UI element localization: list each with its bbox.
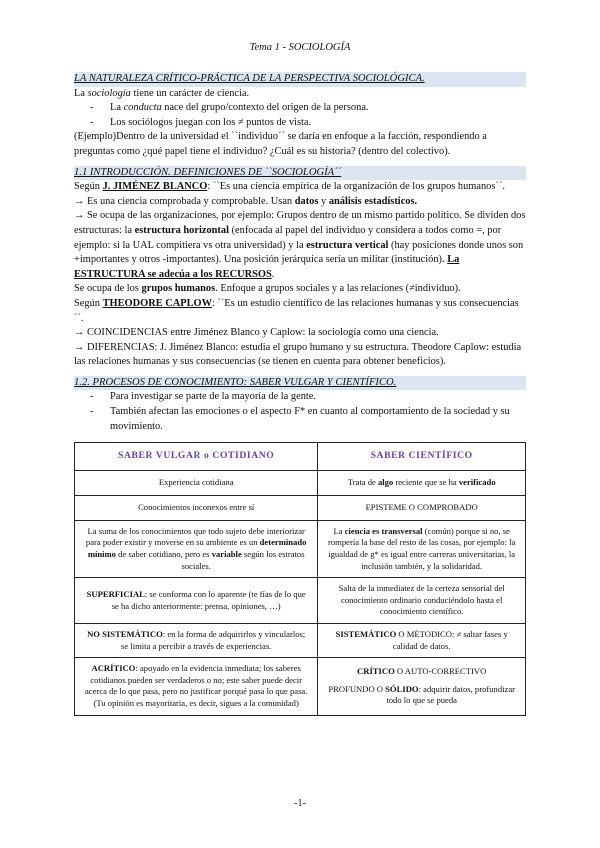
text: tiene un carácter de ciencia. <box>130 87 250 99</box>
cell-line <box>326 684 517 707</box>
author-name: J. JIMÉNEZ BLANCO <box>102 181 208 193</box>
text: (común) porque si no, se rompería la base del resto de las cosas, por ejemplo: la igualdad de g* es igual entre carreras universitarias, la inclusión también, y la solidaridad. <box>328 525 516 571</box>
bold-text: CRÍTICO <box>357 665 395 676</box>
text: reciente que se ha <box>393 477 459 488</box>
table-row <box>75 470 526 495</box>
bold-text: La ESTRUCTURA se adecúa a los RECURSOS <box>74 254 460 280</box>
table-cell: EPISTEME O COMPROBADO <box>318 495 526 520</box>
paragraph-coincidencias: → COINCIDENCIAS entre Jiménez Blanco y Caplow: la sociología como una ciencia. <box>74 327 439 339</box>
table-row <box>75 495 526 520</box>
table-cell <box>318 520 526 577</box>
table-cell: Conocimientos inconexos entre sí <box>75 495 318 520</box>
section-title-naturaleza: LA NATURALEZA CRÍTICO-PRÁCTICA DE LA PERSPECTIVA SOCIOLÓGICA. <box>74 72 526 87</box>
paragraph-grupos <box>74 282 526 297</box>
bold-text: ACRÍTICO <box>91 663 136 674</box>
emphasis: conducta <box>123 102 162 114</box>
text: según los estratos sociales. <box>181 549 305 571</box>
text: : adquirir datos, profundizar todo lo que se pueda <box>386 683 516 706</box>
bold-text: NO SISTEMÁTICO <box>87 629 163 639</box>
table-row <box>75 520 526 577</box>
text: → Se ocupa de las organizaciones, por ejemplo: Grupos dentro de un mismo partido político. Se dividen dos estructuras: la <box>74 210 526 236</box>
table-cell <box>75 624 318 658</box>
bold-text: SISTEMÁTICO <box>335 629 397 639</box>
bullet-emociones: - También afectan las emociones o el aspecto F* en cuanto al comportamiento de la sociedad y su movimiento. <box>74 405 526 434</box>
cell-line <box>326 666 517 678</box>
text: La <box>110 102 124 114</box>
bold-text: algo <box>377 477 394 488</box>
bold-text: SÓLIDO <box>385 683 419 694</box>
table-cell <box>318 658 526 715</box>
paragraph-example: (Ejemplo)Dentro de la universidad el ``individuo´´ se daría en enfoque a la facción, respondiendo a preguntas como ¿qué papel tiene el individuo? ¿Cuál es su historia? (dentro del colectivo). <box>74 131 487 157</box>
bold-text: grupos humanos <box>141 283 216 295</box>
text: O AUTO-CORRECTIVO <box>394 665 487 676</box>
table-cell: Experiencia cotidiana <box>75 470 318 495</box>
table-cell <box>75 520 318 577</box>
bold-text: variable <box>211 549 242 560</box>
page-header: Tema 1 - SOCIOLOGÍA <box>249 42 351 53</box>
text: Según <box>74 297 103 309</box>
emphasis: sociología <box>87 87 131 99</box>
bullet-investigar: - Para investigar se parte de la mayoría de la gente. <box>74 390 526 405</box>
section-title-procesos: 1.2. PROCESOS DE CONOCIMIENTO: SABER VULGAR Y CIENTÍFICO. <box>74 376 526 391</box>
text: La <box>333 525 345 536</box>
text: . Enfoque a grupos sociales y a las relaciones (≠individuo). <box>215 283 461 295</box>
paragraph-jimenez <box>74 180 526 195</box>
page-number: -1- <box>294 798 306 809</box>
table-header-row <box>75 443 526 471</box>
text: La <box>74 87 88 99</box>
text: : ``Es una ciencia empírica de la organización de los grupos humanos´´. <box>207 181 505 193</box>
table-cell <box>75 658 318 715</box>
text: (hay posiciones donde unos son +importantes y otros -importantes). Una posición jerárquica sería un militar (institución). <box>74 239 524 266</box>
text: y <box>318 195 329 207</box>
page-content <box>74 72 526 716</box>
text: : en la forma de adquirirlos y vincularlos; se limita a percibir a través de experiencias. <box>121 629 306 651</box>
text: nace del grupo/contexto del origen de la persona. <box>161 102 369 114</box>
text: O MÉTODICO: ≠ saltar fases y calidad de datos. <box>392 629 508 651</box>
paragraph-organizaciones <box>74 209 526 282</box>
author-name: THEODORE CAPLOW <box>102 297 212 309</box>
section-title-introduccion: 1.1 INTRODUCCIÓN. DEFINICIONES DE ``SOCIOLOGÍA´´ <box>74 166 526 181</box>
table-cell <box>318 624 526 658</box>
table-cell <box>318 470 526 495</box>
text: Trata de <box>347 477 378 488</box>
text: : se conforma con lo aparente (te fías de lo que se ha dicho anteriormente: prensa, opiniones, …) <box>111 589 306 611</box>
table-cell <box>75 578 318 624</box>
bold-text: datos <box>294 195 319 207</box>
text: Según <box>74 181 103 193</box>
paragraph-caplow <box>74 297 526 326</box>
text: PROFUNDO O <box>328 683 386 694</box>
bold-text: determinado mínimo <box>87 537 307 560</box>
bullet-sociologos: - Los sociólogos juegan con los ≠ puntos de vista. <box>74 116 526 131</box>
text: . <box>271 268 275 280</box>
bold-text: verificado <box>458 477 496 488</box>
header-saber-cientifico: SABER CIENTÍFICO <box>318 443 526 471</box>
text: (enfocada al papel del individuo y considera a todos como =, por ejemplo: si la UAL compitiera vs otra universidad) y la <box>74 224 502 251</box>
text: La suma de los conocimientos que todo sujeto debe interiorizar para poder existir y moverse en su ambiente es un <box>85 525 305 548</box>
bullet-conducta <box>74 101 526 116</box>
paragraph-diferencias: → DIFERENCIAS: J. Jiménez Blanco: estudia el grupo humano y su estructura. Theodore Caplow: estudia las relaciones humanas y sus consecuencias (se tienen en cuenta para obtener beneficios). <box>74 341 522 368</box>
text: de saber cotidiano, pero es <box>115 549 212 560</box>
bold-text: ciencia es transversal <box>344 525 423 536</box>
text: : apoyado en la evidencia inmediata; los saberes cotidianos pueden ser verdaderos o no; este saber puede decir acerca de lo que pasa, pero no justificar porqué pasa lo que pasa. (Tu opinión es mayoritaria, es decir, sigues a la comunidad) <box>84 663 308 708</box>
comparison-table <box>74 442 526 715</box>
table-row <box>75 658 526 715</box>
bold-text: estructura vertical <box>306 239 389 251</box>
table-cell: Salta de la inmediatez de la certeza sensorial del conocimiento ordinario conduciéndolo hasta el conocimiento científico. <box>318 578 526 624</box>
paragraph-intro <box>74 87 526 102</box>
text: : ``Es un estudio científico de las relaciones humanas y sus consecuencias´´. <box>74 297 519 324</box>
bold-text: estructura horizontal <box>134 224 229 236</box>
text: → Es una ciencia comprobada y comprobable. Usan <box>74 195 295 207</box>
header-saber-vulgar: SABER VULGAR o COTIDIANO <box>75 443 318 471</box>
text: Se ocupa de los <box>74 283 142 295</box>
bold-text: análisis estadísticos. <box>328 195 418 207</box>
table-row <box>75 624 526 658</box>
bold-text: SUPERFICIAL <box>86 589 145 600</box>
paragraph-ciencia <box>74 195 526 210</box>
table-row <box>75 578 526 624</box>
